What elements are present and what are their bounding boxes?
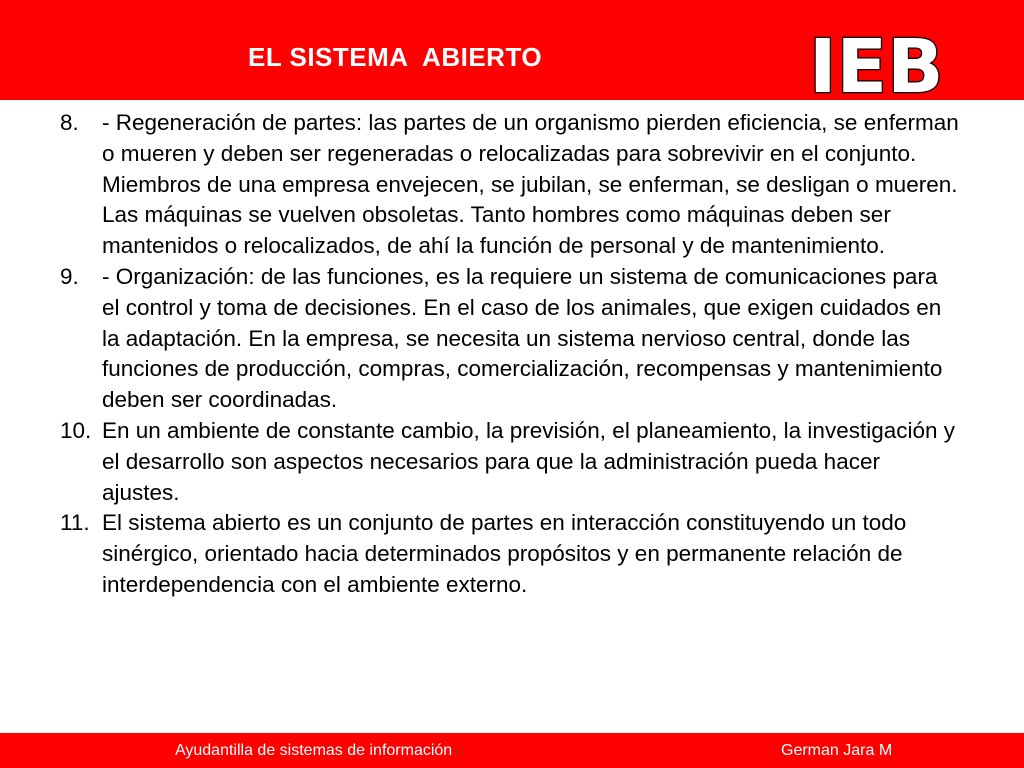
footer-bar [0,733,1024,768]
footer-course-label: Ayudantilla de sistemas de información [175,742,453,759]
list-item-number: 10. [60,417,92,443]
list-item [60,108,960,262]
list-item-text: El sistema abierto es un conjunto de partes en interacción constituyendo un todo sinérgico, orientado hacia determinados propósitos y en permanente relación de interdependencia con el ambiente externo. [102,510,907,597]
list-item [60,416,960,508]
list-item-text: - Regeneración de partes: las partes de un organismo pierden eficiencia, se enferman o mueren y deben ser regeneradas o relocalizadas para sobrevivir en el conjunto. Miembros de una empresa envejecen, se jubilan, se enferman, se desligan o mueren. Las máquinas se vuelven obsoletas. Tanto hombres como máquinas deben ser mantenidos o relocalizados, de ahí la función de personal y de mantenimiento. [102,110,959,259]
list-item-number: 9. [60,263,79,289]
list-item-text: - Organización: de las funciones, es la requiere un sistema de comunicaciones para el control y toma de decisiones. En el caso de los animales, que exigen cuidados en la adaptación. En la empresa, se necesita un sistema nervioso central, donde las funciones de producción, compras, comercialización, recompensas y mantenimiento deben ser coordinadas. [102,263,943,413]
page-title: EL SISTEMA ABIERTO [248,42,543,72]
header-bar [0,0,1024,104]
list-item [60,508,960,600]
logo-text: IEB [809,24,944,104]
footer-author-label: German Jara M [781,742,893,759]
list-item [60,262,960,416]
ieb-logo [805,22,945,104]
list-item-text: En un ambiente de constante cambio, la previsión, el planeamiento, la investigación y el desarrollo son aspectos necesarios para que la administración pueda hacer ajustes. [102,417,956,505]
content-list [60,108,960,601]
list-item-number: 8. [60,110,79,135]
list-item-number: 11. [60,510,90,536]
